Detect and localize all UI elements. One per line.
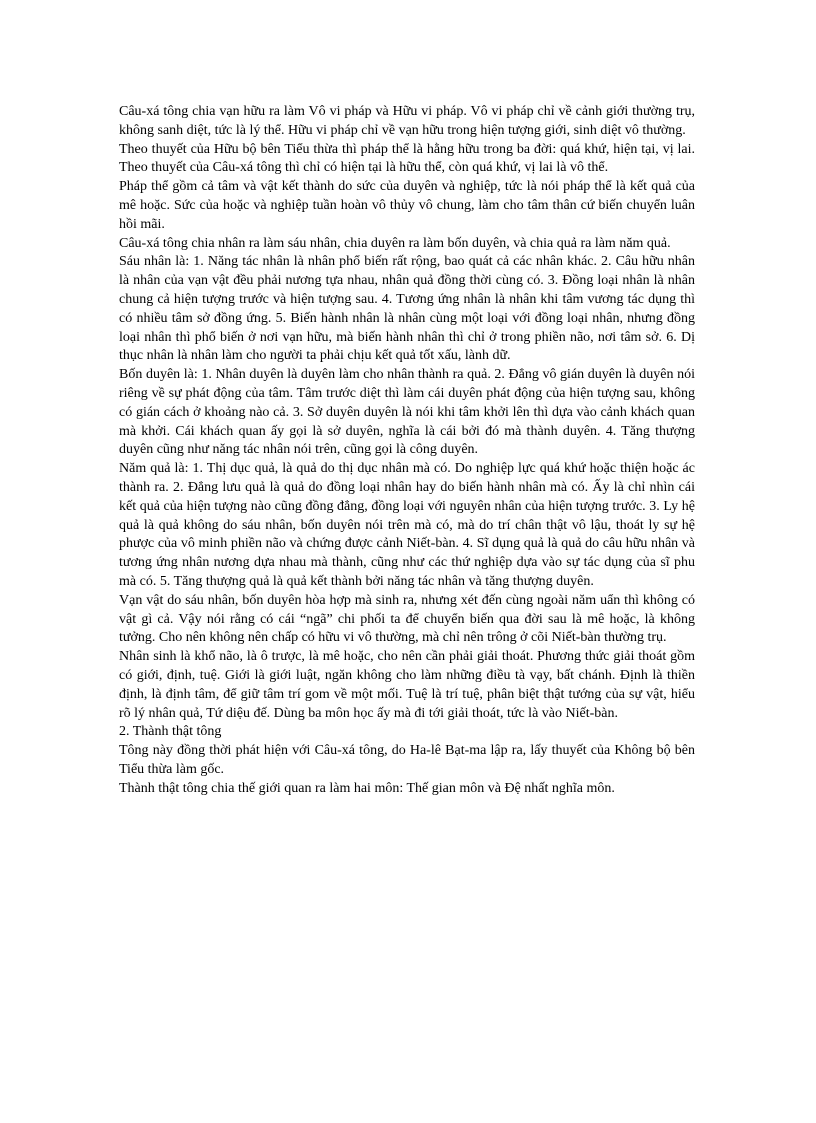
paragraph-van-vat: Vạn vật do sáu nhân, bốn duyên hòa hợp mà sinh ra, nhưng xét đến cùng ngoài năm uẩn thì không có vật gì cả. Vậy nói rằng có cái “ngã” chi phối ta để chuyển biến qua đời sau là mê hoặc, là không tưởng. Cho nên không nên chấp có hữu vi vô thường, mà chỉ nên trông ở cõi Niết-bàn thường trụ.	[119, 592, 695, 646]
paragraph-nam-qua: Năm quả là: 1. Thị dục quả, là quả do thị dục nhân mà có. Do nghiệp lực quá khứ hoặc thiện hoặc ác thành ra. 2. Đẳng lưu quả là quả do đồng loại nhân hay do biến hành nhân mà có. Ấy là chỉ nhìn cái kết quả của hiện tượng nào cũng đồng đẳng, đồng loại với nguyên nhân của hiện tượng trước. 3. Ly hệ quả là quả không do sáu nhân, bốn duyên nói trên mà có, mà do trí chân thật vô lậu, thoát ly sự hệ phược của vô minh phiền não và chứng được cảnh Niết-bàn. 4. Sĩ dụng quả là quả do câu hữu nhân và tương ứng nhân nương dựa nhau mà thành, cũng như các thứ nghiệp dựa vào sự tác dụng của sĩ phu mà có. 5. Tăng thượng quả là quả kết thành bởi năng tác nhân và tăng thượng duyên.	[119, 461, 695, 589]
paragraph-sau-nhan: Sáu nhân là: 1. Năng tác nhân là nhân phổ biến rất rộng, bao quát cả các nhân khác. 2. Câu hữu nhân là nhân của vạn vật đều phải nương tựa nhau, nhân quả đồng thời cùng có. 3. Đồng loại nhân là nhân chung cả hiện tượng trước và hiện tượng sau. 4. Tương ứng nhân là nhân khi tâm vương tác dụng thì có nhiều tâm sở đồng ứng. 5. Biến hành nhân là nhân cùng một loại với đồng loại nhân, nhưng đồng loại nhân thì phổ biến ở nơi vạn hữu, mà biến hành nhân thì chỉ ở trong phiền não, nơi tâm sở. 6. Dị thục nhân là nhân làm cho người ta phải chịu kết quả tốt xấu, lành dữ.	[119, 254, 695, 364]
paragraph-the-gioi-quan: Thành thật tông chia thế giới quan ra làm hai môn: Thế gian môn và Đệ nhất nghĩa môn.	[119, 780, 615, 796]
document-page	[119, 103, 695, 798]
section-heading-thanh-that-tong: 2. Thành thật tông	[119, 724, 222, 740]
paragraph-vo-vi-huu-vi: Câu-xá tông chia vạn hữu ra làm Vô vi pháp và Hữu vi pháp. Vô vi pháp chỉ về cảnh giới thường trụ, không sanh diệt, tức là lý thể. Hữu vi pháp chỉ về vạn hữu trong hiện tượng giới, sinh diệt vô thường.	[119, 104, 695, 138]
paragraph-nhan-duyen-qua: Câu-xá tông chia nhân ra làm sáu nhân, chia duyên ra làm bốn duyên, và chia quả ra làm năm quả.	[119, 235, 671, 251]
paragraph-nhan-sinh: Nhân sinh là khổ não, là ô trược, là mê hoặc, cho nên cần phải giải thoát. Phương thức giải thoát gồm có giới, định, tuệ. Giới là giới luật, ngăn không cho làm những điều tà vạy, bất chánh. Định là thiền định, là định tâm, để giữ tâm trí gom về một mối. Tuệ là trí tuệ, phân biệt thật tướng của sự vật, hiểu rõ lý nhân quả, Tứ diệu đế. Dùng ba môn học ấy mà đi tới giải thoát, tức là vào Niết-bàn.	[119, 649, 695, 721]
paragraph-tong-nay: Tông này đồng thời phát hiện với Câu-xá tông, do Ha-lê Bạt-ma lập ra, lấy thuyết của Không bộ bên Tiểu thừa làm gốc.	[119, 743, 695, 777]
paragraph-bon-duyen: Bốn duyên là: 1. Nhân duyên là duyên làm cho nhân thành ra quả. 2. Đẳng vô gián duyên là duyên nói riêng về sự phát động của tâm. Tâm trước diệt thì làm cái duyên phát động của hiện tượng sau, không có gián cách ở khoảng nào cả. 3. Sở duyên duyên là nói khi tâm khởi lên thì dựa vào cảnh khách quan mà khởi. Cái khách quan ấy gọi là sở duyên, nghĩa là cái bởi đó mà thành duyên. 4. Tăng thượng duyên cũng như năng tác nhân nói trên, cũng gọi là công duyên.	[119, 367, 695, 458]
paragraph-huu-bo-theory: Theo thuyết của Hữu bộ bên Tiểu thừa thì pháp thể là hằng hữu trong ba đời: quá khứ, hiện tại, vị lai. Theo thuyết của Câu-xá tông thì chỉ có hiện tại là hữu thể, còn quá khứ, vị lai là vô thể.	[119, 141, 695, 176]
paragraph-phap-the: Pháp thể gồm cả tâm và vật kết thành do sức của duyên và nghiệp, tức là nói pháp thể là kết quả của mê hoặc. Sức của hoặc và nghiệp tuần hoàn vô thủy vô chung, làm cho tâm thân cứ biến chuyển luân hồi mãi.	[119, 179, 695, 232]
